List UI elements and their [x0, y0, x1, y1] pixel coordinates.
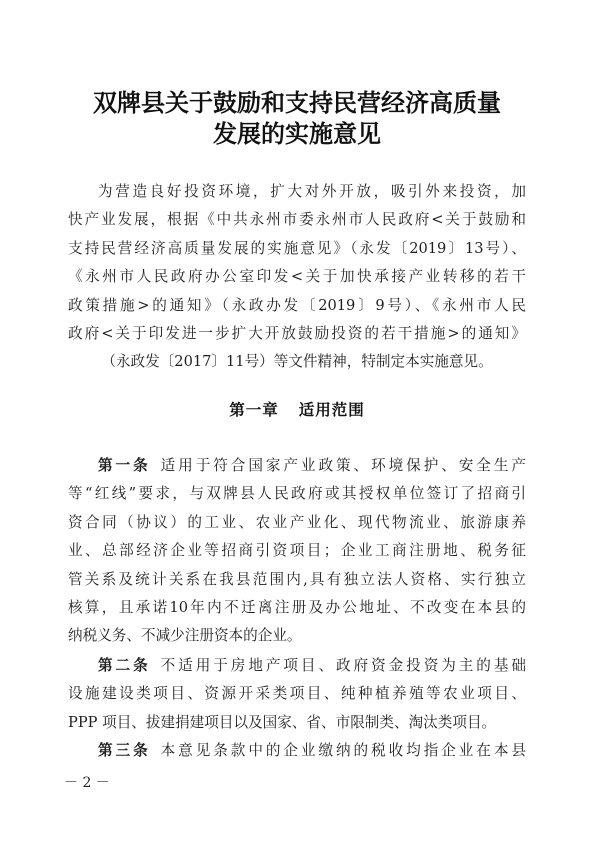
chapter-number: 第一章 — [229, 401, 279, 419]
intro-line: （永政发〔2017〕11号）等文件精神，特制定本实施意见。 — [101, 353, 493, 371]
intro-line: 为营造良好投资环境，扩大对外开放，吸引外来投资，加 — [98, 183, 526, 200]
article-1-line: 核算，且承诺10年内不迁离注册及办公地址、不改变在本县的 — [68, 599, 526, 617]
article-3-head: 第三条 — [98, 742, 151, 759]
article-2-head: 第二条 — [98, 657, 151, 674]
chapter-heading — [0, 398, 594, 420]
article-3-first-text: 本意见条款中的企业缴纳的税收均指企业在本县 — [160, 742, 526, 759]
article-1-line: 资合同（协议）的工业、农业产业化、现代物流业、旅游康养 — [68, 513, 526, 531]
intro-line: 政策措施>的通知》（永政办发〔2019〕9号）、《永州市人民 — [68, 296, 526, 314]
document-title-line-2: 发展的实施意见 — [213, 119, 381, 148]
article-3-first-line — [68, 737, 526, 765]
article-1 — [68, 452, 526, 651]
intro-line: 支持民营经济高质量发展的实施意见》（永发〔2019〕13号）、 — [68, 239, 526, 257]
article-1-line: 管关系及统计关系在我县范围内,具有独立法人资格、实行独立 — [68, 570, 526, 588]
article-2 — [68, 652, 526, 737]
page-number: － 2 － — [64, 775, 110, 791]
article-1-head: 第一条 — [98, 457, 151, 474]
article-2-line: PPP 项目、拔建捐建项目以及国家、省、市限制类、淘汰类项目。 — [68, 713, 497, 731]
article-1-first-line — [68, 452, 526, 480]
intro-line: 政府<关于印发进一步扩大开放鼓励投资的若干措施>的通知》 — [68, 325, 526, 343]
article-3 — [68, 737, 526, 765]
intro-paragraph — [68, 178, 526, 377]
article-1-line: 纳税义务、不减少注册资本的企业。 — [68, 627, 302, 645]
document-title-line-1: 双牌县关于鼓励和支持民营经济高质量 — [93, 88, 501, 117]
article-1-first-text: 适用于符合国家产业政策、环境保护、安全生产 — [160, 457, 526, 474]
article-1-line: 等“红线”要求，与双牌县人民政府或其授权单位签订了招商引 — [68, 485, 526, 503]
intro-line: 《永州市人民政府办公室印发<关于加快承接产业转移的若干 — [68, 268, 526, 286]
chapter-name: 适用范围 — [298, 401, 365, 419]
article-2-first-line — [68, 652, 526, 680]
intro-line: 快产业发展，根据《中共永州市委永州市人民政府<关于鼓励和 — [68, 211, 526, 229]
article-1-line: 业、总部经济企业等招商引资项目；企业工商注册地、税务征 — [68, 542, 526, 560]
article-2-first-text: 不适用于房地产项目、政府资金投资为主的基础 — [160, 657, 526, 674]
article-2-line: 设施建设类项目、资源开采类项目、纯种植养殖等农业项目、 — [68, 685, 526, 703]
